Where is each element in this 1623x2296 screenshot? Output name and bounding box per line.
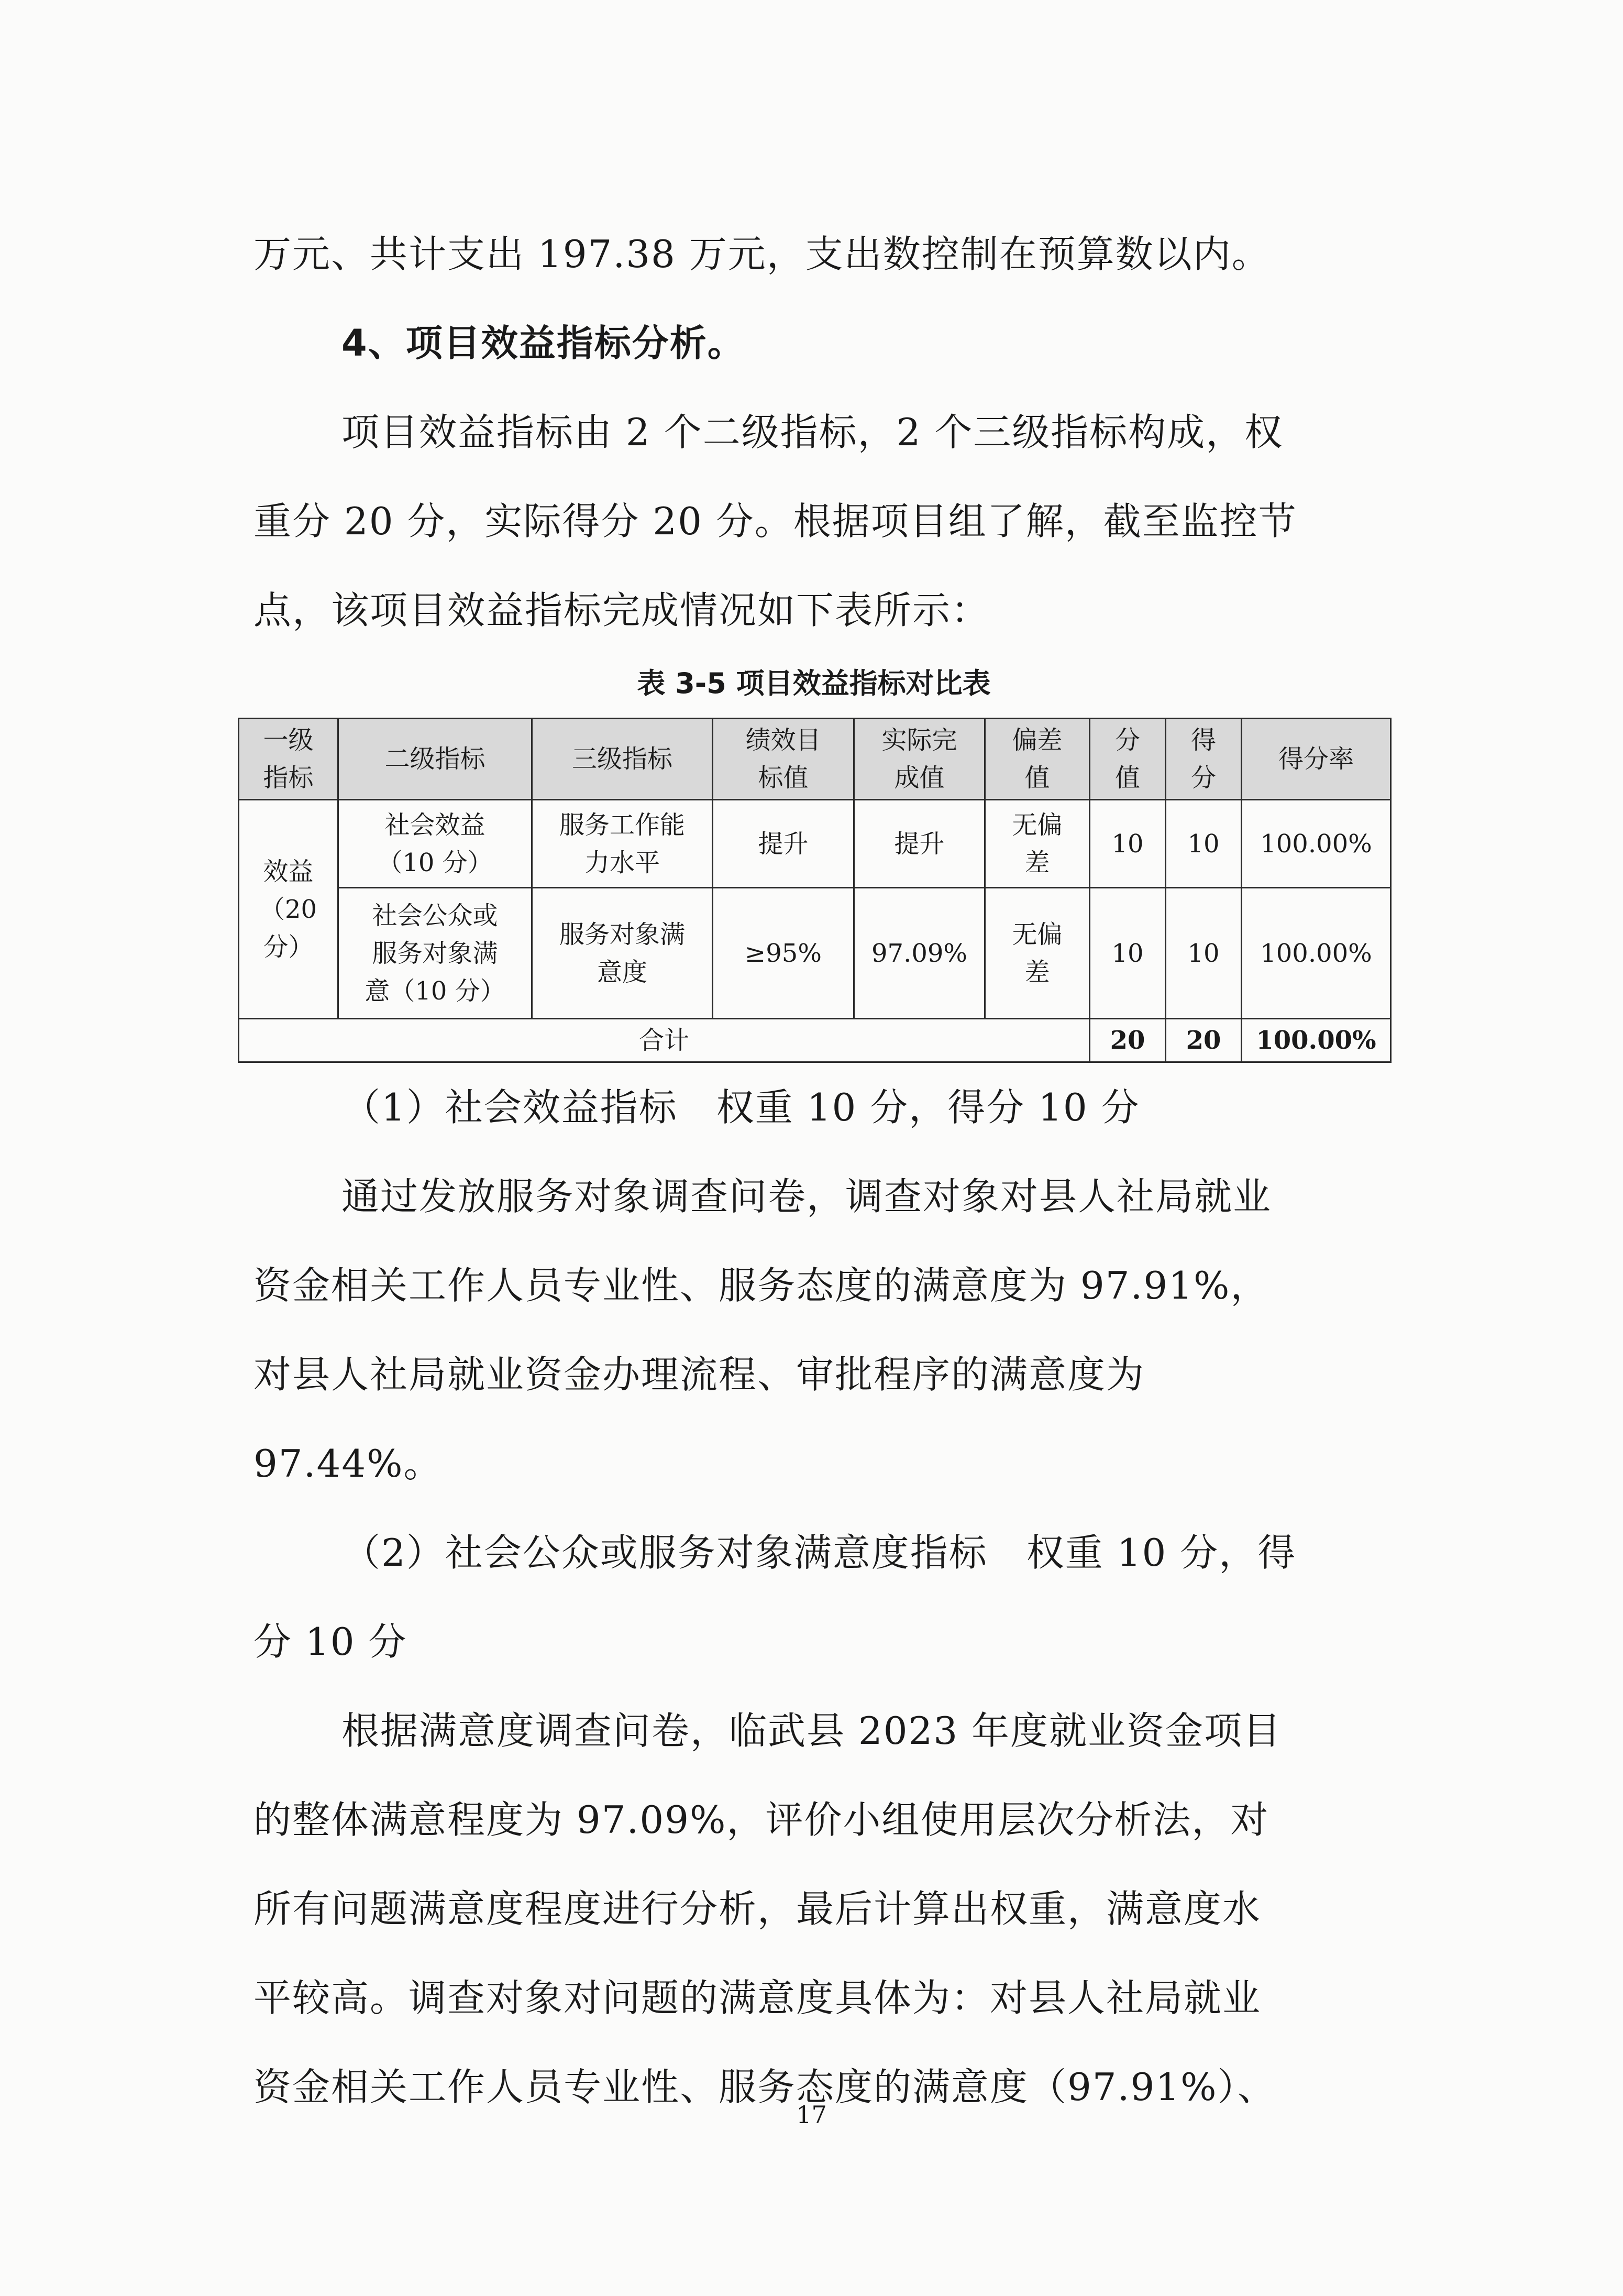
total-score: 20 (1166, 1019, 1242, 1062)
paragraph-line: 点，该项目效益指标完成情况如下表所示： (253, 588, 990, 632)
cell-actual: 提升 (854, 800, 985, 888)
paragraph-line: 根据满意度调查问卷，临武县 2023 年度就业资金项目 (341, 1709, 1282, 1753)
paragraph-line: 资金相关工作人员专业性、服务态度的满意度（97.91%）、 (253, 2065, 1276, 2109)
header-target: 绩效目 标值 (713, 719, 854, 800)
paragraph-line: 资金相关工作人员专业性、服务态度的满意度为 97.91%， (253, 1264, 1269, 1308)
table-row (239, 888, 1391, 1019)
cell-deviation: 无偏 差 (985, 888, 1090, 1019)
table-header-row (239, 719, 1391, 800)
cell-score: 10 (1166, 800, 1242, 888)
cell-level2: 社会公众或 服务对象满 意（10 分） (338, 888, 532, 1019)
paragraph-line: 通过发放服务对象调查问卷，调查对象对县人社局就业 (341, 1174, 1272, 1218)
paragraph-line: 万元、共计支出 197.38 万元，支出数控制在预算数以内。 (253, 232, 1271, 276)
cell-deviation: 无偏 差 (985, 800, 1090, 888)
paragraph-line: 所有问题满意度程度进行分析，最后计算出权重，满意度水 (253, 1887, 1262, 1931)
paragraph-line: 的整体满意程度为 97.09%，评价小组使用层次分析法，对 (253, 1798, 1269, 1842)
header-level1: 一级 指标 (239, 719, 338, 800)
page-content (253, 210, 1374, 2132)
header-rate: 得分率 (1242, 719, 1391, 800)
header-level3: 三级指标 (532, 719, 713, 800)
group-label-cell: 效益 （20 分） (239, 800, 338, 1019)
paragraph-line: 分 10 分 (253, 1620, 407, 1664)
total-rate: 100.00% (1242, 1019, 1391, 1062)
paragraph-line: 97.44%。 (253, 1442, 443, 1486)
cell-score-value: 10 (1090, 888, 1166, 1019)
cell-level3: 服务工作能 力水平 (532, 800, 713, 888)
table-caption: 表 3-5 项目效益指标对比表 (637, 667, 991, 700)
header-deviation: 偏差 值 (985, 719, 1090, 800)
table-total-row (239, 1019, 1391, 1062)
paragraph-line: 项目效益指标由 2 个二级指标，2 个三级指标构成，权 (341, 410, 1284, 454)
cell-level2: 社会效益 （10 分） (338, 800, 532, 888)
subsection-heading: （1）社会效益指标 权重 10 分，得分 10 分 (343, 1085, 1140, 1129)
paragraph-line: 对县人社局就业资金办理流程、审批程序的满意度为 (253, 1353, 1145, 1397)
cell-score: 10 (1166, 888, 1242, 1019)
subsection-heading: （2）社会公众或服务对象满意度指标 权重 10 分，得 (343, 1531, 1297, 1575)
cell-rate: 100.00% (1242, 800, 1391, 888)
page-number: 17 (796, 2101, 827, 2129)
cell-target: 提升 (713, 800, 854, 888)
indicator-table (238, 718, 1392, 1063)
paragraph-line: 平较高。调查对象对问题的满意度具体为：对县人社局就业 (253, 1976, 1262, 2020)
total-label: 合计 (239, 1019, 1090, 1062)
cell-level3: 服务对象满 意度 (532, 888, 713, 1019)
cell-actual: 97.09% (854, 888, 985, 1019)
header-level2: 二级指标 (338, 719, 532, 800)
section-heading: 4、项目效益指标分析。 (341, 322, 745, 365)
header-actual: 实际完 成值 (854, 719, 985, 800)
total-score-value: 20 (1090, 1019, 1166, 1062)
header-score: 得 分 (1166, 719, 1242, 800)
table-row (239, 800, 1391, 888)
cell-score-value: 10 (1090, 800, 1166, 888)
header-score-value: 分 值 (1090, 719, 1166, 800)
cell-rate: 100.00% (1242, 888, 1391, 1019)
paragraph-line: 重分 20 分，实际得分 20 分。根据项目组了解，截至监控节 (253, 499, 1297, 543)
cell-target: ≥95% (713, 888, 854, 1019)
